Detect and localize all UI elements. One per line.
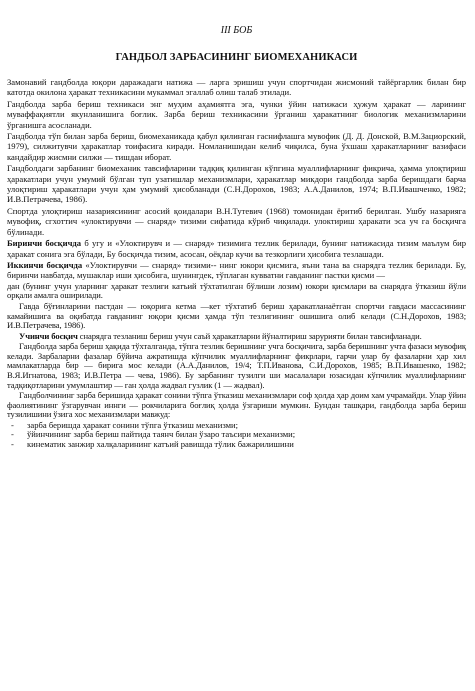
stage-two-lead: Иккинчи босқичда — [7, 259, 83, 270]
paragraph-theory: Спортда улоқтириш назариясининг асосий қоидалари В.Н.Тутевич (1968) томонидан ёритиб берилган. Ушбу назарияга мувофиқ, сгхоттич «улоктирувчи — снаряд» тизими сифатида кўриб чиқилади. улоктириш ҳаракати эса уч га босқичга бўлинади. — [7, 205, 466, 237]
chapter-heading: III БОБ — [220, 25, 253, 36]
mechanism-list — [7, 421, 466, 449]
paragraph-stage-two — [7, 260, 466, 281]
list-item-text: ўйинчининг зарба бериш пайтида таянч билан ўзаро таъсири механизми; — [27, 429, 296, 440]
stage-two-text: «Улоктирувчи — снаряд» тизими-- нинг юкори қисмига, яъни тана ва снарядга теzлик берилади. Бу, биринчи навбатда, мушаклар иши ҳисобига, шунингдек, тўплаган кувватни гавданинг пастки қисми — — [7, 259, 466, 281]
list-marker: - — [11, 438, 14, 449]
stage-three-text: снарядга тезланиш бериш учун саъй ҳаракатларни йўналтириш зарурияти билан тавсифланади. — [77, 330, 422, 341]
list-item-text: кинематик занжир халқаларининг катъий равишда тўлик бажарилишини — [27, 438, 294, 449]
paragraph-classification: Гандболда тўп билан зарба бериш, биомеханикада қабул қилинган гаснифлашга мувофик (Д. Д. Донской, В.М.Зациорский, 1979), силжитувчи ҳаракатлар тоифасига киради. Номланишидан келиб чиқилса, буна ўхшаш ҳаракатларнинг вазифаси кандайдир жисмни силжи — тишдан иборат. — [7, 131, 466, 162]
list-item-text: зарба беришда ҳаракат сонини тўпга ўтказиш механизми; — [27, 420, 239, 431]
stage-one-lead: Биринчи босқичда — [7, 238, 82, 249]
page-title: ГАНДБОЛ ЗАРБАСИНИНГ БИОМЕХАНИКАСИ — [115, 52, 358, 63]
paragraph-authors: Гандболдаги зарбанинг биомеханик тавсифларини тадқиқ қилинган кўпгина муаллифларнинг фикрича, ҳамма улоқтириш ҳаракатлари учун умумий бўлган туп узатишлар механизмлари, ҳаракатлар микдори гандболда зарба беришдаги барча улоқтириш ҳаракатлари учун ҳам умумий ҳисобланади (С.Н.Дорохов, 1983; А.А.Данилов, 1974; В.П.Ивашченко, 1982; И.В.Петрачева, 1986). — [7, 163, 466, 205]
stage-one-text: б угу и «Улоктирувч и — снаряд» тизимига теzлик берилади, бунинг натижасида тизим маълум бир ҳаракат сонига эга бўлади, Бу босқичда тизим, асосан, оёқлар кучи ва тезкорлиги ҳисобига тезлашади. — [7, 238, 466, 259]
paragraph-stage-one — [7, 238, 466, 259]
stage-three-lead: Учинчи босқич — [19, 330, 78, 341]
paragraph-intro: Замонавий гандболда юқори даражадаги натижа — ларга эришиш учун спортчидан жисмоний тайёргарлик билан бир катотда окилона ҳаракат техникасини мукаммал эгаллаб олиш талаб этилади. — [7, 77, 466, 98]
list-marker: - — [11, 429, 14, 440]
paragraph-mechanisms: Гандболчининг зарба беришида ҳаракат сонини тўпга ўтказиш механизмлари соф ҳолда ҳар доим хам учрамайди. Улар ўйин фаолиятининг ўзгарувчан иннги — рокчиларига боғлиқ ҳолда ўзгариши мумкин. Бундан ташқари, гандболда зарба бериш тузилишини ўзига хос механизмлари мавжуд: — [7, 390, 466, 420]
list-marker: - — [11, 420, 14, 431]
paragraph-phases: Гандболда зарба бериш ҳақида тўхталганда, тўпга тезлик беришнинг учга босқичига, зарба беришнинг учта фазаси мувофиқ келади. Зарбаларни фазалар бўйича ажратишда кўпчилик муаллифларнинг фикрлари, гарчи улар бу фазаларни ҳар хил мамлакатларда бир — бирига мос келади (А.А.Данилов, 19/4; Т.П.Иванова, С.И.Дорохов, 1985; В.П.Ивашенко, 1982; В.Я.Игнатова, 1983; И.В.Петра — чева, 1986). Бу зарбанинг тузилги ши масалалари юзасидан кўпчилик муаллифларнинг тадқиқотларини умумлаштир — ган ҳолда жадвал гузлик (1 — жадвал). — [7, 341, 466, 390]
paragraph-continuation: дан (бунинг учун уларнинг ҳаракат тезлиги катъий тўхтатилган бўлиши лозим) юкори қисмлари ва снарядга ўтказиш йўли орқали амалга оширилади. — [7, 280, 466, 301]
paragraph-technique: Гандболда зарба бериш техникаси энг муҳим аҳамиятга эга, чунки ўйин натижаси ҳужум ҳаракат — ларининг муваффақиятли якунланишига боғлик. Зарба бериш техникасини ўрганиш ҳаракатнинг биологик механизмларини ўрганишга асосланади. — [7, 98, 466, 130]
paragraph-body-links: Гавда бўғинларини пастдан — юқорига кетма —кет тўхтатиб бериш ҳаракатланаётган спортчи гавдаси массасининг камайишига ва оқибатда гавданинг юқори қисми ҳамда тўп тезлигининг ошишига олиб келади (С.Н.Дорохов, 1983; И.В.Петрачева, 1986). — [7, 300, 466, 331]
paragraph-stage-three — [7, 332, 466, 342]
list-item — [9, 440, 466, 449]
